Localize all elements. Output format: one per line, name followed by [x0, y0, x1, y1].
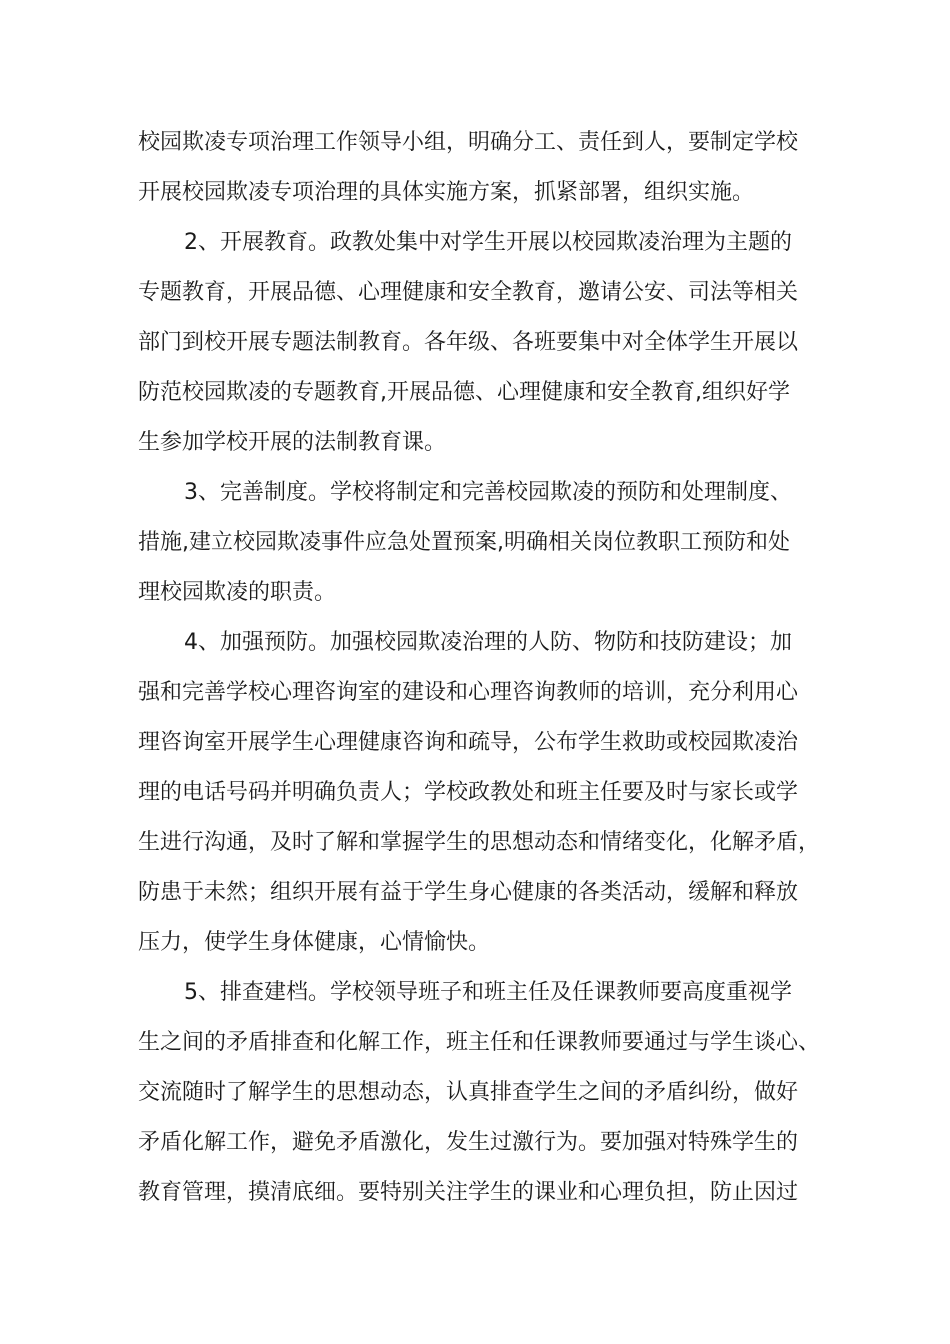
- text-line: 4、加强预防。加强校园欺凌治理的人防、物防和技防建设；加: [184, 630, 792, 655]
- text-line: 5、排查建档。学校领导班子和班主任及任课教师要高度重视学: [184, 980, 792, 1005]
- text-line: 理的电话号码并明确负责人；学校政教处和班主任要及时与家长或学: [138, 780, 799, 805]
- text-line: 理校园欺凌的职责。: [138, 580, 337, 605]
- paragraph-system: [138, 468, 822, 618]
- paragraph-prevention: [138, 618, 822, 968]
- document-body: [138, 118, 822, 1218]
- text-line: 防患于未然；组织开展有益于学生身心健康的各类活动，缓解和释放: [138, 880, 799, 905]
- text-line: 专题教育，开展品德、心理健康和安全教育，邀请公安、司法等相关: [138, 280, 799, 305]
- text-line: 3、完善制度。学校将制定和完善校园欺凌的预防和处理制度、: [184, 480, 792, 505]
- text-line: 生进行沟通，及时了解和掌握学生的思想动态和情绪变化，化解矛盾，: [138, 830, 821, 855]
- text-line: 压力，使学生身体健康，心情愉快。: [138, 930, 491, 955]
- text-line: 2、开展教育。政教处集中对学生开展以校园欺凌治理为主题的: [184, 230, 792, 255]
- paragraph-investigation: [138, 968, 822, 1218]
- text-line: 强和完善学校心理咨询室的建设和心理咨询教师的培训，充分利用心: [138, 680, 799, 705]
- text-line: 部门到校开展专题法制教育。各年级、各班要集中对全体学生开展以: [138, 330, 799, 355]
- text-line: 措施,建立校园欺凌事件应急处置预案,明确相关岗位教职工预防和处: [138, 530, 790, 555]
- text-line: 矛盾化解工作，避免矛盾激化，发生过激行为。要加强对特殊学生的: [138, 1130, 799, 1155]
- text-line: 防范校园欺凌的专题教育,开展品德、心理健康和安全教育,组织好学: [138, 380, 790, 405]
- text-line: 理咨询室开展学生心理健康咨询和疏导，公布学生救助或校园欺凌治: [138, 730, 799, 755]
- text-line: 生参加学校开展的法制教育课。: [138, 430, 447, 455]
- paragraph-continuation: [138, 118, 822, 218]
- text-line: 开展校园欺凌专项治理的具体实施方案，抓紧部署，组织实施。: [138, 180, 755, 205]
- text-line: 生之间的矛盾排查和化解工作，班主任和任课教师要通过与学生谈心、: [138, 1030, 821, 1055]
- paragraph-education: [138, 218, 822, 468]
- text-line: 交流随时了解学生的思想动态，认真排查学生之间的矛盾纠纷，做好: [138, 1080, 799, 1105]
- text-line: 校园欺凌专项治理工作领导小组，明确分工、责任到人，要制定学校: [138, 130, 799, 155]
- text-line: 教育管理，摸清底细。要特别关注学生的课业和心理负担，防止因过: [138, 1180, 799, 1205]
